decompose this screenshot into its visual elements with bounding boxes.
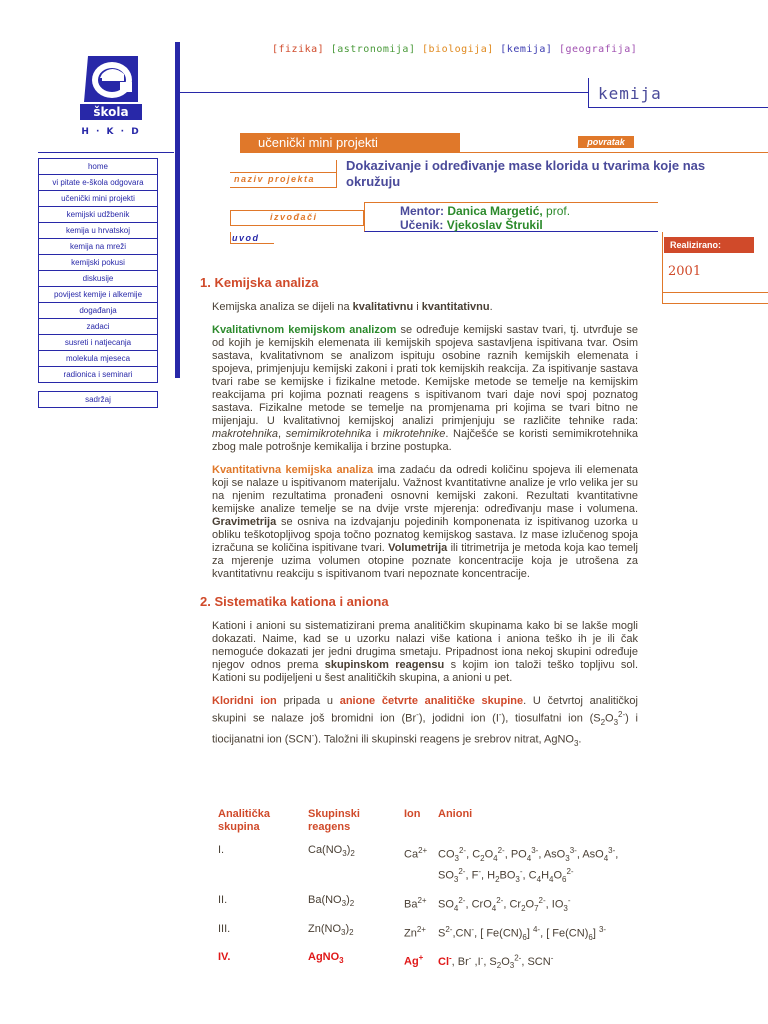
sidebar-top-line	[38, 152, 174, 153]
top-nav	[272, 44, 637, 55]
project-bar: učenički mini projekti	[240, 133, 460, 153]
sidebar-item-pokusi[interactable]: kemijski pokusi	[38, 255, 158, 271]
header-group: Analitička skupina	[218, 808, 270, 833]
eskola-logo[interactable]	[80, 54, 142, 140]
section-2-intro: Kationi i anioni su sistematizirani prema analitičkim skupinama kako bi se lakše mogli dokazati. Naime, kad se u uzorku nalazi više kationa i aniona teško ih je ili čak nemoguće dokazati jer jedni drugima smetaju. Pripadnost iona nekoj skupini određuje njegov odnos prema skupinskom reagensu s kojim ion taloži teško topljivu sol. Kationi su podijeljeni u šest analitičkih skupina, a anioni u pet.	[212, 620, 639, 684]
back-button[interactable]: povratak	[578, 136, 634, 148]
mentor-name: Danica Margetić,	[447, 204, 543, 218]
table-header	[218, 808, 638, 844]
sidebar	[38, 158, 158, 408]
link-biologija[interactable]: [biologija]	[422, 44, 494, 55]
realized-label: Realizirano:	[664, 237, 754, 253]
sidebar-item-zadaci[interactable]: zadaci	[38, 319, 158, 335]
section-2-heading: 2. Sistematika kationa i aniona	[200, 594, 389, 609]
section-1-quantitative: Kvantitativna kemijska analiza ima zadaću da odredi količinu spojeva ili elemenata koji se nalaze u ispitivanom materijalu. Važnost kvantitativne analize je vrlo velika jer su na njenim rezultatima pronađeni osnovni kemijski zakoni. Rezultati kvantitativne kemijske analize temelje se na dvije vrste mjerenja: određivanju mase i volumena. Gravimetrija se osniva na izdvajanju pojedinih komponenata iz ispitivanog uzorka u obliku teškotopljivog spoja točno poznatog kemijskog sastava. Iz mase izlučenog spoja izračuna se količina ispitivane tvari. Volumetrija ili titrimetrija je metoda koja kao temelj za mjerenje uzima volumen otopine poznate koncentracije koja je utrošena za kvantitativnu reakciju s ispitivanom tvari nepoznate koncentracije.	[212, 464, 638, 580]
link-fizika[interactable]: [fizika]	[272, 44, 325, 55]
project-title: Dokazivanje i određivanje mase klorida u tvarima koje nas okružuju	[346, 158, 706, 189]
mentor-title: prof.	[542, 204, 571, 218]
section-title: kemija	[598, 84, 662, 103]
header-ion: Ion	[404, 808, 421, 820]
main-content	[200, 275, 639, 760]
naziv-divider	[336, 160, 337, 188]
label-naziv-projekta: naziv projekta	[234, 174, 316, 184]
sidebar-item-home[interactable]: home	[38, 158, 158, 175]
student-label: Učenik:	[400, 218, 444, 232]
header-line	[180, 92, 588, 93]
table-row: I. $Ca(NO_3)_2$ $Ca^{2+}$ $CO_3^{2-}$, $C_2O_4^{2-}$, $PO_4^{3-}$, AsO$_3^{3-}$, AsO$_4^{3-}$, $SO_3^{2-}$, F-, $H_2BO_3^-$, $C_4H_4O_6^{2-}$	[218, 844, 619, 884]
table-row: II. $Ba(NO_3)_2$ $Ba^{2+}$ $SO_4^{2-}$, CrO$_4^{2-}$, $Cr_2O_7^{2-}$, $IO_3^-$	[218, 893, 571, 913]
right-line-1	[662, 292, 768, 293]
sidebar-item-vi-pitate[interactable]: vi pitate e-škola odgovara	[38, 175, 158, 191]
sidebar-item-povijest[interactable]: povijest kemije i alkemije	[38, 287, 158, 303]
sidebar-item-radionica[interactable]: radionica i seminari	[38, 367, 158, 383]
header-anions: Anioni	[438, 808, 473, 820]
sidebar-item-dogadanja[interactable]: događanja	[38, 303, 158, 319]
right-line-2	[662, 303, 768, 304]
logo-school-text: škola	[93, 105, 129, 119]
section-1-intro: Kemijska analiza se dijeli na kvalitativnu i kvantitativnu.	[212, 301, 493, 313]
eskola-logo-icon	[80, 54, 142, 140]
realized-year: 2001	[668, 264, 702, 279]
sidebar-item-diskusije[interactable]: diskusije	[38, 271, 158, 287]
sidebar-item-sadrzaj[interactable]: sadržaj	[38, 391, 158, 408]
sidebar-item-udzbenik[interactable]: kemijski udžbenik	[38, 207, 158, 223]
link-astronomija[interactable]: [astronomija]	[330, 44, 416, 55]
table-row: III. $Zn(NO_3)_2$ $Zn^{2+}$ $S^{2-},CN^-$, [ $Fe(CN)_6$] $^{4-}$, [ $Fe(CN)_6$] $^{3-}$	[218, 922, 607, 942]
anion-table	[218, 808, 638, 980]
label-izvodaci: izvođači	[270, 212, 318, 222]
sidebar-item-kemija-hrvatskoj[interactable]: kemija u hrvatskoj	[38, 223, 158, 239]
mentor-label: Mentor:	[400, 204, 444, 218]
authors	[400, 204, 570, 232]
header-reagent: Skupinski reagens	[308, 808, 360, 833]
link-geografija[interactable]: [geografija]	[558, 44, 638, 55]
sidebar-item-kemija-mrezi[interactable]: kemija na mreži	[38, 239, 158, 255]
section-2-chloride: Kloridni ion pripada u anione četvrte analitičke skupine. U četvrtoj analitičkoj skupini se nalaze još bromidni ion (Br-), jodidni ion (I-), tiosulfatni ion $(S_2O_3^{2-})$ i tiocijanatni ion (SCN-). Taložni ili skupinski reagens je srebrov nitrat, AgNO$_3$.	[212, 695, 638, 748]
logo-org-text: H · K · D	[81, 127, 141, 137]
link-kemija[interactable]: [kemija]	[500, 44, 553, 55]
sidebar-item-mini-projekti[interactable]: učenički mini projekti	[38, 191, 158, 207]
sidebar-item-susreti[interactable]: susreti i natjecanja	[38, 335, 158, 351]
section-1-heading: 1. Kemijska analiza	[200, 275, 319, 290]
student-name: Vjekoslav Štrukil	[446, 218, 543, 232]
label-uvod: uvod	[232, 233, 260, 243]
table-row-highlighted: IV. AgNO$_3$ Ag+ Cl-, Br- ,I-, $S_2O_3^{2-}$, SCN-	[218, 951, 554, 971]
sidebar-item-molekula[interactable]: molekula mjeseca	[38, 351, 158, 367]
section-1-qualitative: Kvalitativnom kemijskom analizom se određuje kemijski sastav tvari, tj. utvrđuje se od kojih je kemijskih elemenata ili kemijskih spojeva sastavljena ispitivana tvar. Osim sastava, kvalitativnom se analizom ispituju osobine raznih kemijskih elemenata i spojeva, primjenjuju kemijski zakoni i prati tok kemijskih reakcija. Za ispitivanje sastava tvari rabe se kemijske i fizikalne metode. Kemijske metode se temelje na kemijskim reakcijama pri kojima poznati reagens s ispitivanom tvari daje novi spoj poznatog sastava. Fizikalne metode se temelje na promjenama pri kojima se tvari bitno ne mijenjaju. U kvalitativnoj kemijskoj analizi primjenjuju se različite tehnike rada: makrotehnika, semimikrotehnika i mikrotehnike. Najčešće se koristi semimikrotehnika zbog male potrošnje kemikalija i brzine postupka.	[212, 324, 639, 453]
right-column-line	[662, 232, 663, 304]
